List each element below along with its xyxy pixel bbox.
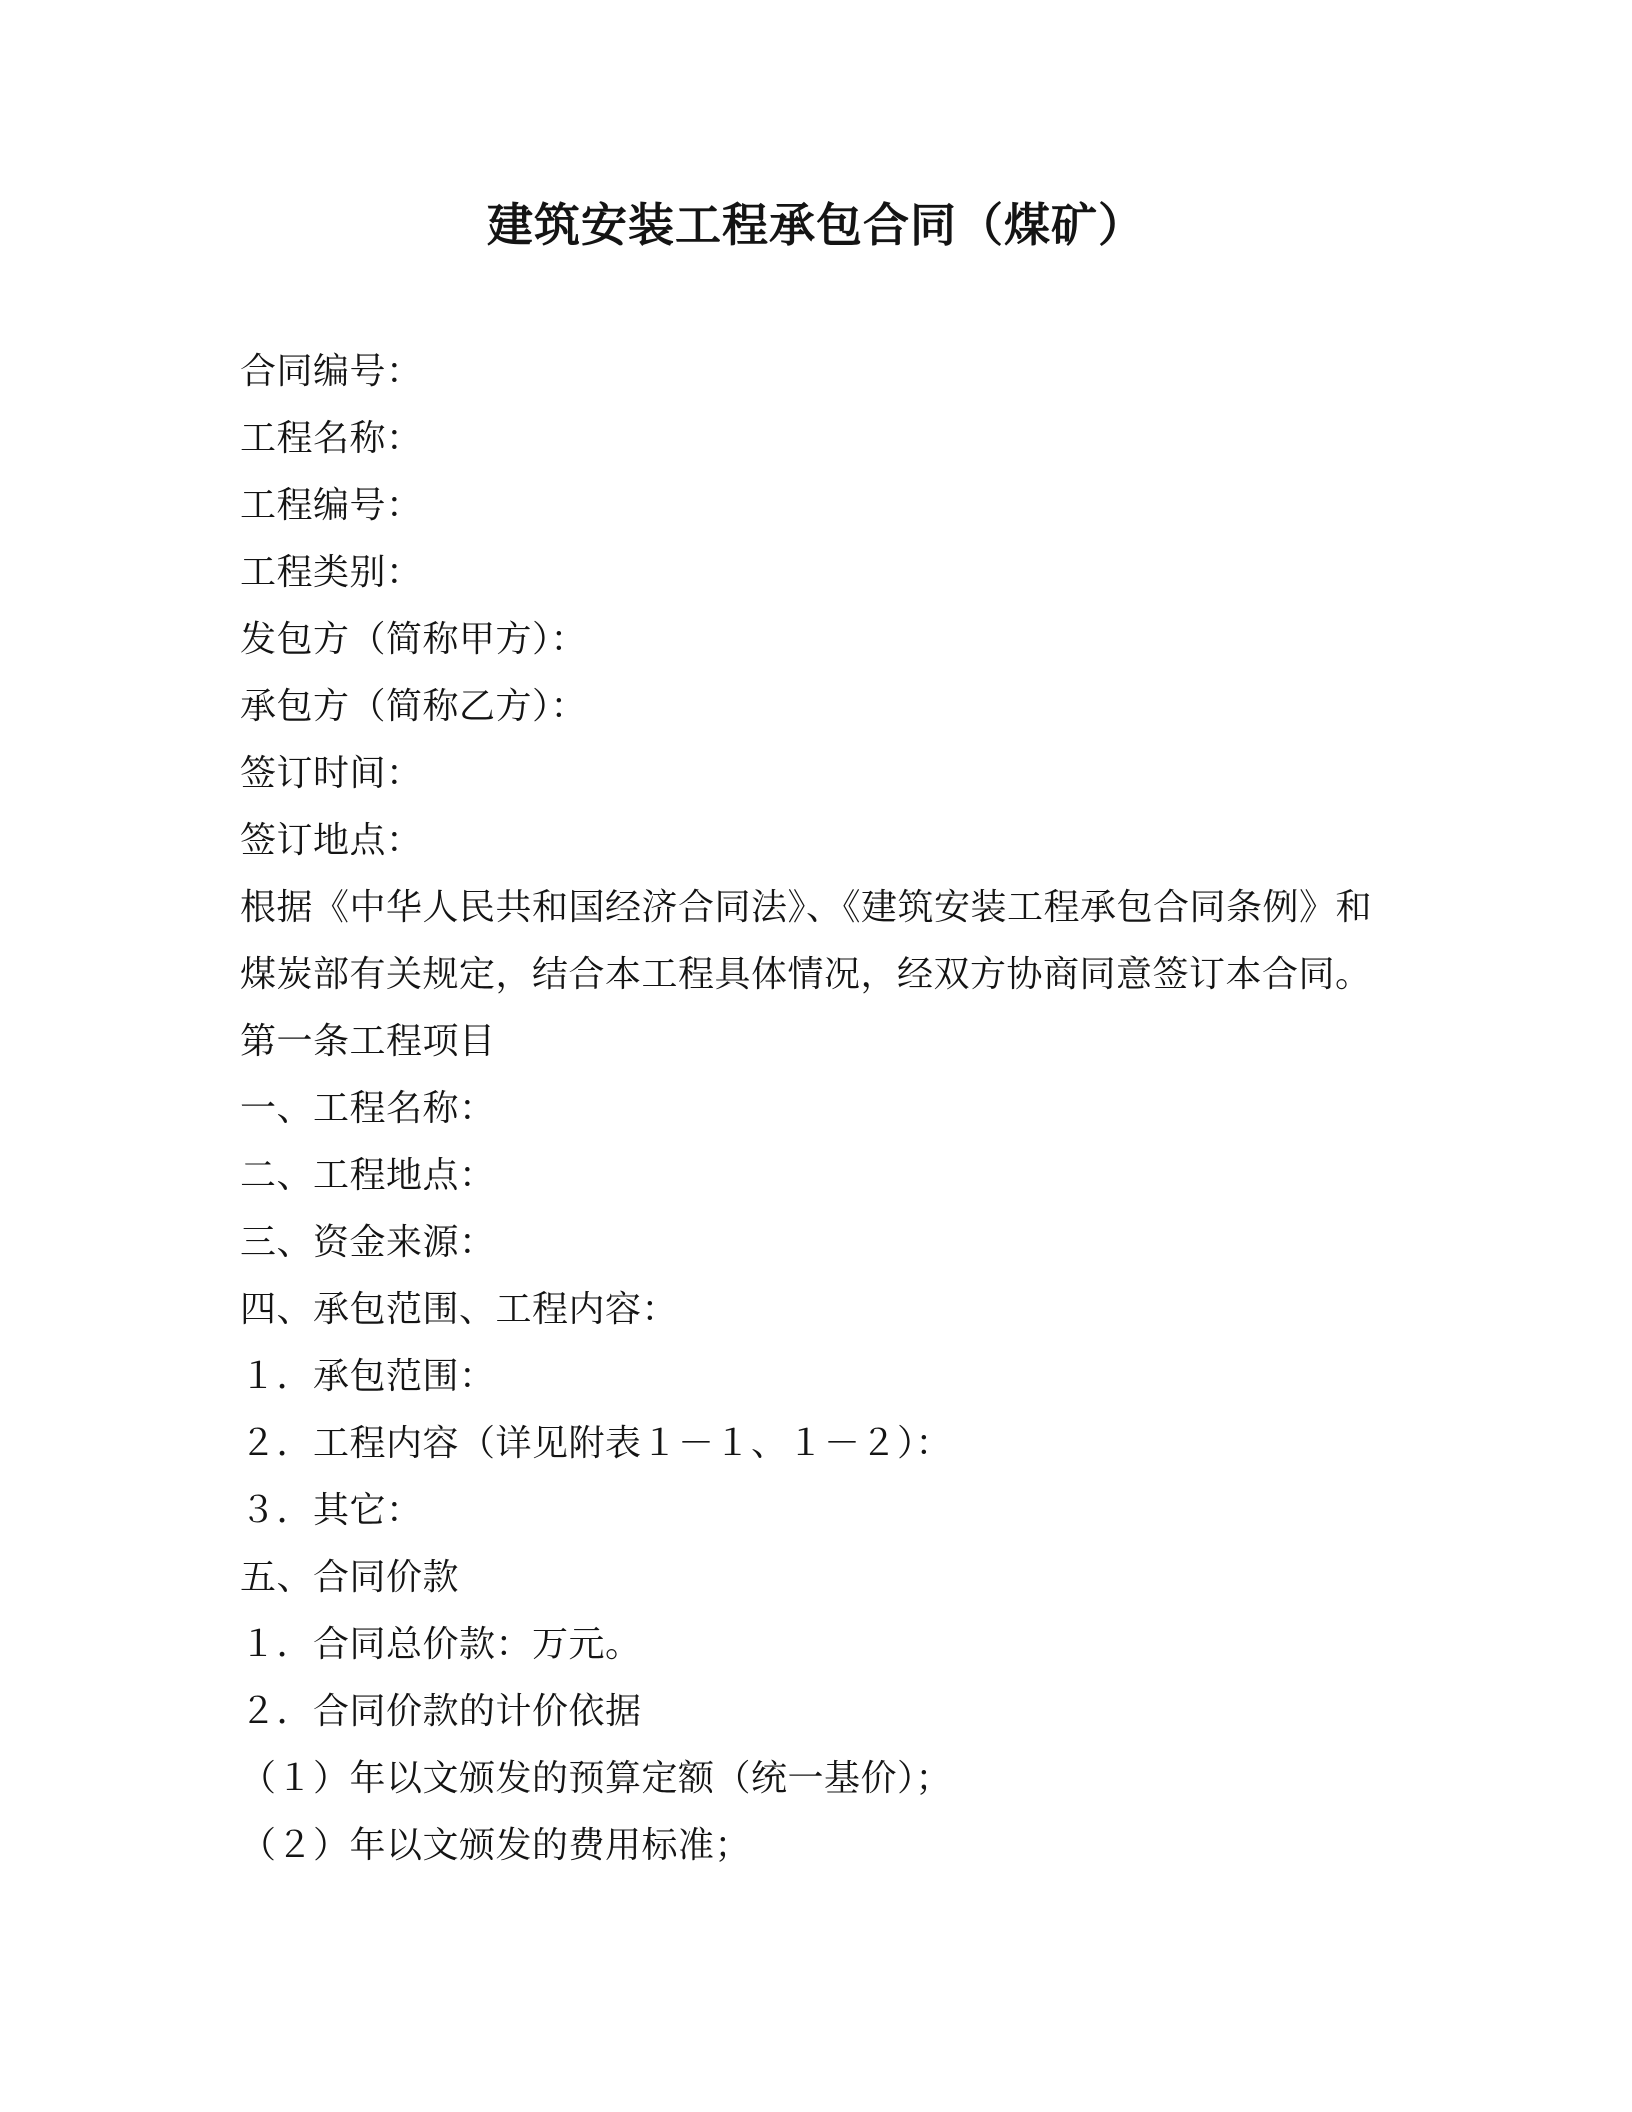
- document-title: 建筑安装工程承包合同（煤矿）: [487, 198, 1145, 252]
- field-party-a: 发包方（简称甲方）：: [240, 619, 588, 660]
- field-signing-place: 签订地点：: [240, 820, 423, 861]
- scope-subitem-3: ３．其它：: [240, 1490, 423, 1531]
- field-project-number: 工程编号：: [240, 485, 423, 526]
- scope-subitem-1: １．承包范围：: [240, 1356, 496, 1397]
- scope-subitem-2: ２．工程内容（详见附表１－１、１－２）：: [240, 1423, 953, 1464]
- field-contract-number: 合同编号：: [240, 351, 423, 392]
- pricing-basis-1: （１）年以文颁发的预算定额（统一基价）；: [240, 1758, 953, 1799]
- contract-price-heading: 五、合同价款: [240, 1557, 460, 1598]
- article-1-item-name: 一、工程名称：: [240, 1088, 496, 1129]
- field-party-b: 承包方（简称乙方）：: [240, 686, 588, 727]
- article-1-item-location: 二、工程地点：: [240, 1155, 496, 1196]
- price-subitem-1: １．合同总价款：万元。: [240, 1624, 642, 1665]
- preamble-line-2: 煤炭部有关规定，结合本工程具体情况，经双方协商同意签订本合同。: [240, 954, 1372, 995]
- article-1-item-scope: 四、承包范围、工程内容：: [240, 1289, 679, 1330]
- article-1-heading: 第一条工程项目: [240, 1021, 496, 1062]
- pricing-basis-2: （２）年以文颁发的费用标准；: [240, 1825, 752, 1866]
- preamble-line-1: 根据《中华人民共和国经济合同法》、《建筑安装工程承包合同条例》和: [240, 887, 1373, 928]
- contract-body: [240, 338, 1420, 1879]
- price-subitem-2: ２．合同价款的计价依据: [240, 1691, 642, 1732]
- field-signing-time: 签订时间：: [240, 753, 423, 794]
- field-project-name: 工程名称：: [240, 418, 423, 459]
- field-project-category: 工程类别：: [240, 552, 423, 593]
- article-1-item-funding: 三、资金来源：: [240, 1222, 496, 1263]
